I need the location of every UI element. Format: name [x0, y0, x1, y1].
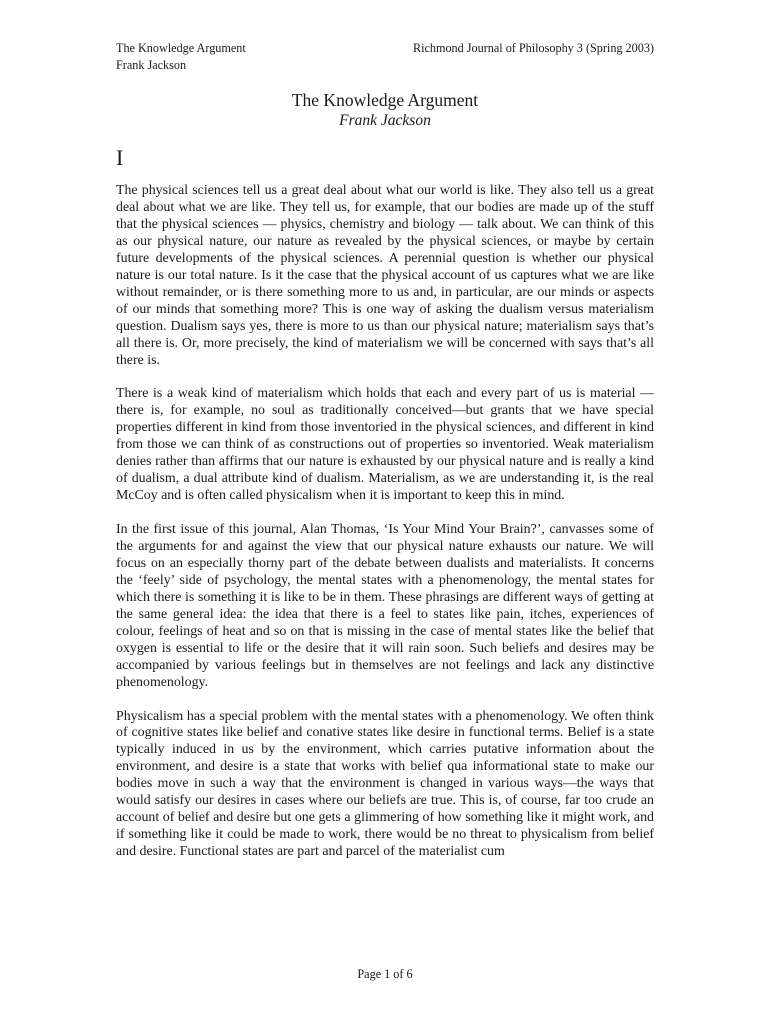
paragraph: The physical sciences tell us a great deal about what our world is like. They also tell us a great deal about what we are like. They tell us, for example, that our bodies are made up of the stuff that the physical sciences — physics, chemistry and biology — talk about. We can think of this as our physical nature, our nature as revealed by the physical sciences, or maybe by certain future developments of the physical sciences. A perennial question is whether our physical nature is our total nature. Is it the case that the physical account of us captures what we are like without remainder, or is there something more to us and, in particular, are our minds or aspects of our minds that something more? This is one way of asking the dualism versus materialism question. Dualism says yes, there is more to us than our physical nature; materialism says that’s all there is. Or, more precisely, the kind of materialism we will be concerned with says that’s all there is.: [116, 183, 654, 368]
paragraph: In the first issue of this journal, Alan Thomas, ‘Is Your Mind Your Brain?’, canvasses some of the arguments for and against the view that our physical nature exhausts our nature. We will focus on an especially thorny part of the debate between dualists and materialists. It concerns the ‘feely’ side of psychology, the mental states with a phenomenology, the mental states for which there is something it is like to be in them. These phrasings are different ways of getting at the same general idea: the idea that there is a feel to states like pain, itches, experiences of colour, feelings of heat and so on that is missing in the case of mental states like the belief that oxygen is essential to life or the desire that it will rain soon. Such beliefs and desires may be accompanied by various feelings but in themselves are not feelings and lack any distinctive phenomenology.: [116, 522, 654, 690]
article-title: The Knowledge Argument: [291, 90, 479, 110]
section-heading: I: [116, 145, 124, 170]
article-body: [116, 183, 654, 878]
article-author: Frank Jackson: [339, 112, 431, 129]
paragraph: Physicalism has a special problem with the mental states with a phenomenology. We often think of cognitive states like belief and conative states like desire in functional terms. Belief is a state typically induced in us by the environment, which carries putative information about the environment, and desire is a state that works with belief qua informational state to make our bodies move in such a way that the environment is changed in various ways—the ways that would satisfy our desires in cases where our beliefs are true. This is, of course, far too crude an account of belief and desire but one gets a glimmering of how something like it might work, and if something like it could be made to work, there would be no threat to physicalism from belief and desire. Functional states are part and parcel of the materialist cum: [116, 708, 654, 860]
document-page: [116, 0, 654, 1024]
title-block: [116, 89, 654, 131]
running-head-title: The Knowledge Argument: [116, 41, 246, 55]
running-head-left: [116, 40, 246, 73]
running-head-author: Frank Jackson: [116, 57, 187, 72]
running-head-journal: Richmond Journal of Philosophy 3 (Spring 2003): [412, 41, 654, 55]
page-number: Page 1 of 6: [357, 967, 413, 981]
paragraph: There is a weak kind of materialism which holds that each and every part of us is material — there is, for example, no soul as traditionally conceived—but grants that we have special properties different in kind from those inventoried in the physical sciences, and different in kind from those we can think of as constructions out of properties so inventoried. Weak materialism denies rather than affirms that our nature is exhausted by our physical nature and is really a kind of dualism, a dual attribute kind of dualism. Materialism, as we are understanding it, is the real McCoy and is often called physicalism when it is important to keep this in mind.: [116, 386, 654, 504]
